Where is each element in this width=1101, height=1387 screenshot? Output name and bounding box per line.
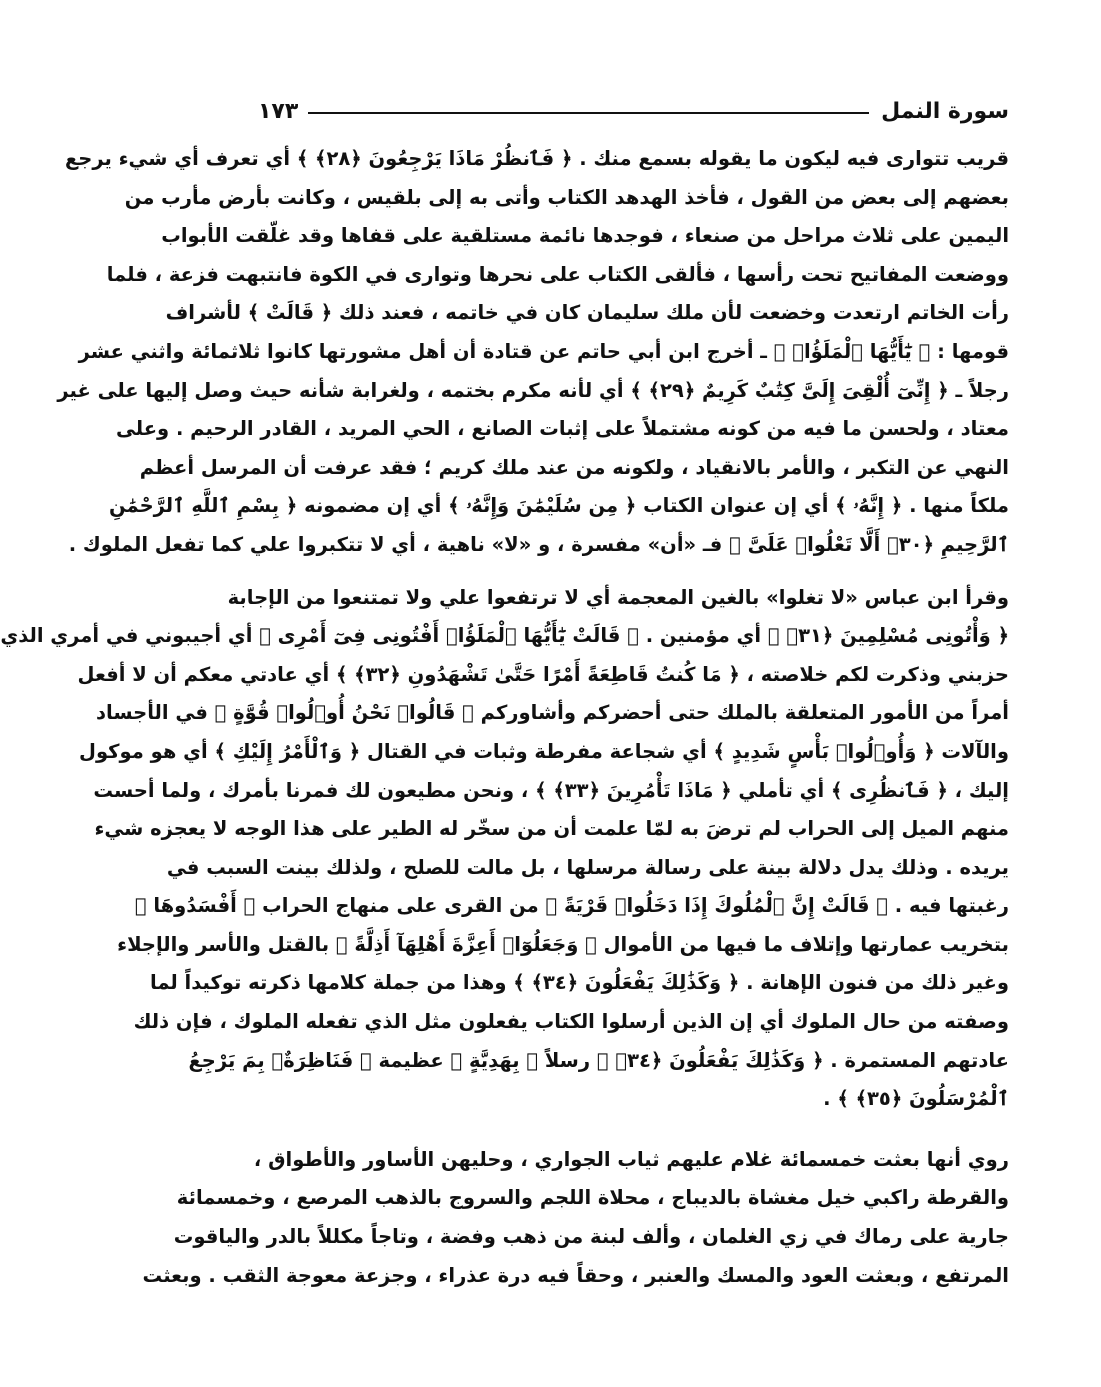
text-line: والآلات ﴿ وَأُو۟لُوا۟ بَأْسٍ شَدِيدٍ ﴾ أي شجاعة مفرطة وثبات في القتال ﴿ وَٱلْأَمْرُ إِلَيْكِ ﴾ أي هو موكول xyxy=(79,739,1009,763)
text-line: والقرطة راكبي خيل مغشاة بالديباج ، محلاة اللجم والسروج بالذهب المرصع ، وخمسمائة xyxy=(176,1186,1009,1210)
text-line: وقرأ ابن عباس «لا تغلوا» بالغين المعجمة أي لا ترتفعوا علي ولا تمتنعوا من الإجابة xyxy=(227,585,1009,609)
text-line: أمراً من الأمور المتعلقة بالملك حتى أحضركم وأشاوركم ﴿ قَالُوا۟ نَحْنُ أُو۟لُوا۟ قُوَّةٍ ﴾ في الأجساد xyxy=(96,701,1009,725)
text-line: بتخريب عمارتها وإتلاف ما فيها من الأموال ﴿ وَجَعَلُوٓا۟ أَعِزَّةَ أَهْلِهَآ أَذِلَّةً ﴾ بالقتل والأسر والإجلاء xyxy=(117,932,1009,956)
surah-title: سورة النمل xyxy=(881,99,1009,124)
text-line: رأت الخاتم ارتعدت وخضعت لأن ملك سليمان كان في خاتمه ، فعند ذلك ﴿ قَالَتْ ﴾ لأشراف xyxy=(165,301,1009,325)
paragraph-spacer xyxy=(258,565,1009,579)
text-line: رغبتها فيه . ﴿ قَالَتْ إِنَّ ٱلْمُلُوكَ إِذَا دَخَلُوا۟ قَرْيَةً ﴾ من القرى على منهاج الحراب ﴿ أَفْسَدُوهَا ﴾ xyxy=(134,894,1009,918)
text-line: ووضعت المفاتيح تحت رأسها ، فألقى الكتاب على نحرها وتوارى في الكوة فانتبهت فزعة ، فلما xyxy=(106,262,1009,286)
paragraph-spacer xyxy=(258,1119,1009,1141)
text-line: النهي عن التكبر ، والأمر بالانقياد ، ولكونه من عند ملك كريم ؛ فقد عرفت أن المرسل أعظم xyxy=(139,455,1009,479)
text-line: ملكاً منها . ﴿ إِنَّهُۥ ﴾ أي إن عنوان الكتاب ﴿ مِن سُلَيْمَٰنَ وَإِنَّهُۥ ﴾ أي إن مضمونه ﴿ بِسْمِ ٱللَّهِ ٱلرَّحْمَٰنِ xyxy=(109,494,1009,518)
text-line: ﴿ وَأْتُونِى مُسْلِمِينَ ﴿٣١﴾ ﴾ أي مؤمنين . ﴿ قَالَتْ يَٰٓأَيُّهَا ٱلْمَلَؤُا۟ أَفْتُونِى فِىٓ أَمْرِى ﴾ أي أجيبوني في أمري الذي xyxy=(0,624,1009,648)
page-number: ١٧٣ xyxy=(258,99,299,124)
text-line: قريب تتوارى فيه ليكون ما يقوله بسمع منك . ﴿ فَٱنظُرْ مَاذَا يَرْجِعُونَ ﴿٢٨﴾ ﴾ أي تعرف أي شيء يرجع xyxy=(64,147,1009,170)
text-line: وصفته من حال الملوك أي إن الذين أرسلوا الكتاب يفعلون مثل الذي تفعله الملوك ، فإن ذلك xyxy=(133,1010,1009,1034)
text-line: يريده . وذلك يدل دلالة بينة على رسالة مرسلها ، بل مالت للصلح ، ولذلك بينت السبب في xyxy=(166,855,1009,879)
text-line: بعضهم إلى بعض من القول ، فأخذ الهدهد الكتاب وأتى به إلى بلقيس ، وكانت بأرض مأرب من xyxy=(124,185,1009,209)
paragraph xyxy=(0,579,1009,1119)
paragraph xyxy=(142,1141,1009,1295)
main-text xyxy=(0,140,1009,1295)
text-line: إليك ، ﴿ فَٱنظُرِى ﴾ أي تأملي ﴿ مَاذَا تَأْمُرِينَ ﴿٣٣﴾ ﴾ ، ونحن مطيعون لك فمرنا بأمرك ، ولما أحست xyxy=(93,778,1009,802)
text-line: حزبني وذكرت لكم خلاصته ، ﴿ مَا كُنتُ قَاطِعَةً أَمْرًا حَتَّىٰ تَشْهَدُونِ ﴿٣٢﴾ ﴾ أي عادتي معكم أن لا أفعل xyxy=(77,662,1009,686)
text-line: معتاد ، ولحسن ما فيه من كونه مشتملاً على إثبات الصانع ، الحي المريد ، القادر الرحيم . وعلى xyxy=(116,417,1009,441)
header-rule xyxy=(308,112,869,114)
text-line: وغير ذلك من فنون الإهانة . ﴿ وَكَذَٰلِكَ يَفْعَلُونَ ﴿٣٤﴾ ﴾ وهذا من جملة كلامها ذكرته توكيداً لما xyxy=(150,971,1009,995)
text-line: قومها : ﴿ يَٰٓأَيُّهَا ٱلْمَلَؤُا۟ ﴾ ـ أخرج ابن أبي حاتم عن قتادة أن أهل مشورتها كانوا ثلاثمائة واثني عشر xyxy=(78,339,1009,363)
text-line: اليمين على ثلاث مراحل من صنعاء ، فوجدها نائمة مستلقية على قفاها وقد غلّقت الأبواب xyxy=(161,224,1009,248)
text-line: ٱلْمُرْسَلُونَ ﴿٣٥﴾ ﴾ . xyxy=(823,1087,1009,1111)
paragraph xyxy=(57,140,1009,565)
text-line: منهم الميل إلى الحراب لم ترضَ به لمّا علمت أن من سخّر له الطير على هذا الوجه لا يعجزه شيء xyxy=(94,817,1009,841)
text-line: روي أنها بعثت خمسمائة غلام عليهم ثياب الجواري ، وحليهن الأساور والأطواق ، xyxy=(253,1147,1009,1171)
running-header xyxy=(258,84,1009,124)
text-line: رجلاً ـ ﴿ إِنِّىٓ أُلْقِىَ إِلَىَّ كِتَٰبٌ كَرِيمٌ ﴿٢٩﴾ ﴾ أي لأنه مكرم بختمه ، ولغرابة شأنه حيث وصل إليها على غير xyxy=(57,378,1009,402)
text-line: ٱلرَّحِيمِ ﴿٣٠﴾ أَلَّا تَعْلُوا۟ عَلَىَّ ﴾ فـ «أن» مفسرة ، و «لا» ناهية ، أي لا تتكبروا علي كما تفعل الملوك . xyxy=(68,532,1009,556)
text-line: جارية على رماك في زي الغلمان ، وألف لبنة من ذهب وفضة ، وتاجاً مكللاً بالدر والياقوت xyxy=(173,1225,1009,1249)
text-line: المرتفع ، وبعثت العود والمسك والعنبر ، وحقاً فيه درة عذراء ، وجزعة معوجة الثقب . وبعثت xyxy=(142,1263,1009,1287)
text-line: عادتهم المستمرة . ﴿ وَكَذَٰلِكَ يَفْعَلُونَ ﴿٣٤﴾ ﴾ رسلاً ﴿ بِهَدِيَّةٍ ﴾ عظيمة ﴿ فَنَاظِرَةٌۢ بِمَ يَرْجِعُ xyxy=(188,1048,1009,1072)
